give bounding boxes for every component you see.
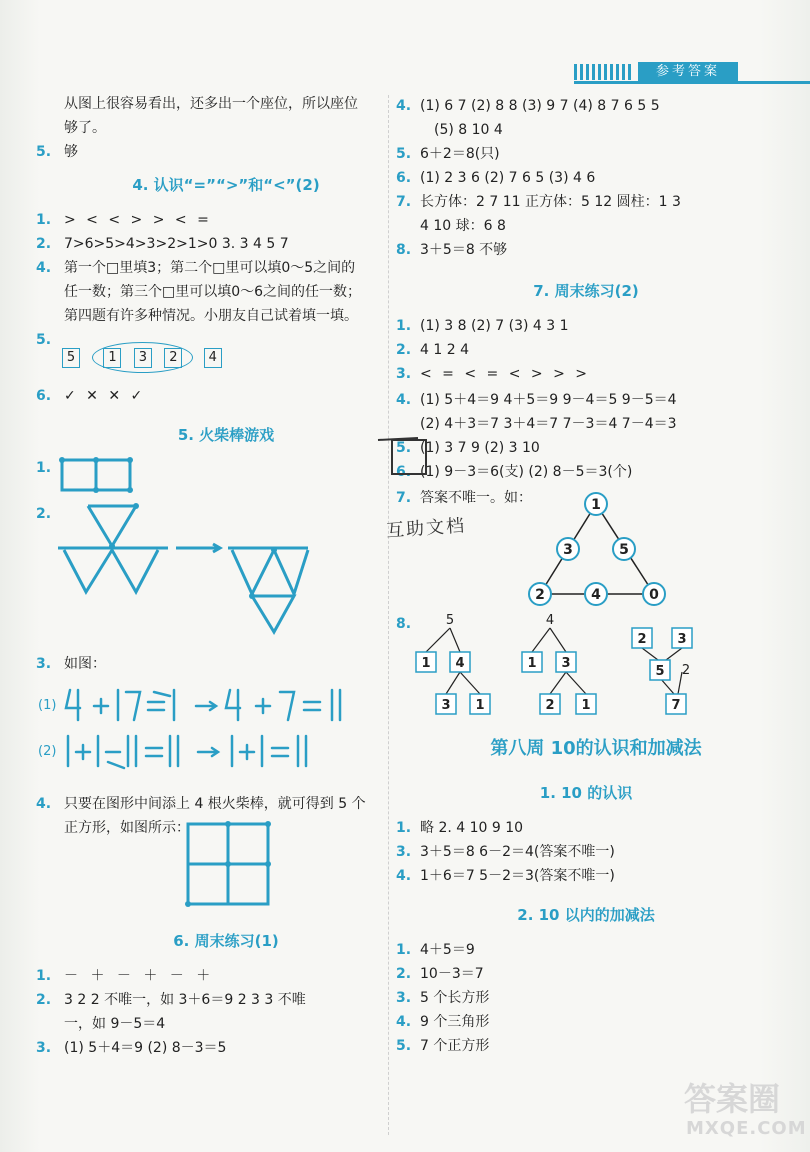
header-rule [574,81,810,84]
answer-text: 9 个三角形 [420,1014,490,1030]
answer-text: 第四题有许多种情况。小朋友自己试着填一填。 [64,308,358,324]
answer-text: 10－3＝7 [420,966,484,982]
answer-text: (1) 5＋4＝9 4＋5＝9 9－4＝5 9－5＝4 [420,392,677,408]
item-number: 2. [396,966,412,982]
answer-text: (1) 3 8 (2) 7 (3) 4 3 1 [420,318,569,334]
answer-text: 长方体：2 7 11 正方体：5 12 圆柱：1 3 [420,194,681,210]
answer-text: 只要在图形中间添上 4 根火柴棒，就可得到 5 个 [64,796,366,812]
matchstick-equation-2 [64,732,374,772]
item-number: 1. [36,460,52,476]
week-title: 第八周 10的认识和加减法 [490,738,702,759]
number-box: 4 [204,348,222,368]
answer-text: ✓ ✕ ✕ ✓ [64,388,146,404]
answer-text: (1) 9－3＝6(支) (2) 8－5＝3(个) [420,464,633,480]
text-line: 够了。 [64,120,106,136]
matchstick-figure-2 [58,500,298,640]
answer-text: 6＋2＝8(只) [420,146,500,162]
item-number: 6. [396,464,412,480]
triangle-node: 5 [619,542,629,558]
section-title: 2. 10 以内的加减法 [517,906,655,924]
answer-text: 4＋5＝9 [420,942,475,958]
tree-node: 2 [681,663,691,678]
answer-text: 第一个□里填3；第二个□里可以填0～5之间的 [64,260,356,276]
number-box: 5 [62,348,80,368]
item-number: 3. [396,990,412,1006]
item-number: 4. [396,868,412,884]
answer-text: 4 1 2 4 [420,342,469,358]
number-trees [410,612,710,722]
watermark-url: MXQE.COM [686,1118,807,1139]
stamp-text: 互助文档 [385,515,467,542]
item-number: 6. [36,388,52,404]
answer-text: 5 个长方形 [420,990,490,1006]
section-title: 7. 周末练习(2) [533,282,639,300]
number-box: 1 [103,348,121,368]
item-number: 1. [396,942,412,958]
item-number: 4. [36,796,52,812]
answer-text: 3 2 2 不唯一，如 3＋6＝9 2 3 3 不唯 [64,992,306,1008]
item-number: 1. [36,212,52,228]
section-title: 5. 火柴棒游戏 [177,426,275,444]
sub-label: (2) [38,744,57,759]
tree-node: 1 [421,656,431,671]
answer-text: 1＋6＝7 5－2＝3(答案不唯一) [420,868,615,884]
item-number: 2. [396,342,412,358]
item-number: 2. [36,506,52,522]
box-sequence [62,342,230,373]
item-number: 2. [36,992,52,1008]
item-number: 1. [396,820,412,836]
section-title: 4. 认识“=”“>”和“<”(2) [132,176,320,194]
answer-text: 够 [64,144,78,160]
section-title: 1. 10 的认识 [539,784,633,802]
answer-text: (1) 6 7 (2) 8 8 (3) 9 7 (4) 8 7 6 5 5 [420,98,660,114]
answer-text: 略 2. 4 10 9 10 [420,820,524,836]
item-number: 5. [396,1038,412,1054]
tree-node: 2 [545,698,555,713]
answer-text: < = < = < > > > [420,366,590,382]
answer-text: (1) 2 3 6 (2) 7 6 5 (3) 4 6 [420,170,596,186]
answer-text: > < < > > < = [64,212,212,228]
answer-text: 如图： [64,656,106,672]
circled-group [92,342,193,373]
item-number: 3. [36,1040,52,1056]
item-number: 4. [36,260,52,276]
header-label: 参考答案 [638,62,738,82]
answer-text: 3＋5＝8 6－2＝4(答案不唯一) [420,844,615,860]
triangle-node: 2 [535,587,545,603]
answer-text: (1) 3 7 9 (2) 3 10 [420,440,540,456]
answer-text: 7 个正方形 [420,1038,490,1054]
sub-label: (1) [38,698,57,713]
item-number: 4. [396,98,412,114]
answer-text: 7>6>5>4>3>2>1>0 3. 3 4 5 7 [64,236,289,252]
tree-node: 3 [441,698,451,713]
matchstick-squares [184,820,284,910]
tree-node: 4 [455,656,465,671]
item-number: 8. [396,242,412,258]
answer-text: (2) 4＋3＝7 3＋4＝7 7－3＝4 7－4＝3 [420,416,677,432]
item-number: 4. [396,1014,412,1030]
answer-text: － ＋ － ＋ － ＋ [64,968,215,984]
item-number: 5. [396,440,412,456]
tree-node: 5 [445,613,455,628]
answer-text: 正方形，如图所示： [64,820,190,836]
matchstick-equation-1 [64,686,374,726]
triangle-node: 3 [563,542,573,558]
tree-node: 4 [545,613,555,628]
item-number: 8. [396,616,412,632]
number-box: 3 [134,348,152,368]
matchstick-figure-1 [60,456,160,496]
item-number: 1. [36,968,52,984]
answer-text: 一，如 9－5＝4 [64,1016,166,1032]
text-line: 从图上很容易看出，还多出一个座位，所以座位 [64,96,358,112]
column-divider [388,95,389,1135]
item-number: 7. [396,490,412,506]
item-number: 5. [36,332,52,348]
tree-node: 5 [655,664,665,679]
item-number: 5. [396,146,412,162]
item-number: 1. [396,318,412,334]
number-box: 2 [164,348,182,368]
answer-text: (1) 5＋4＝9 (2) 8－3＝5 [64,1040,227,1056]
tree-node: 3 [677,632,687,647]
answer-text: (5) 8 10 4 [434,122,503,138]
answer-text: 3＋5＝8 不够 [420,242,508,258]
header-stripes [574,64,634,80]
tree-node: 2 [637,632,647,647]
tree-node: 3 [561,656,571,671]
answer-text: 任一数；第三个□里可以填0～6之间的任一数； [64,284,362,300]
page-header-banner [574,60,810,84]
tree-node: 1 [527,656,537,671]
item-number: 7. [396,194,412,210]
item-number: 3. [396,366,412,382]
triangle-node: 0 [649,587,659,603]
answer-text: 4 10 球：6 8 [420,218,506,234]
item-number: 5. [36,144,52,160]
triangle-node: 1 [591,497,601,513]
item-number: 6. [396,170,412,186]
watermark-logo: 答案圈 [684,1080,781,1118]
triangle-node: 4 [591,587,601,603]
item-number: 2. [36,236,52,252]
tree-node: 7 [671,698,681,713]
number-triangle [522,490,672,614]
answer-text: 答案不唯一。如： [420,490,532,506]
item-number: 3. [396,844,412,860]
item-number: 4. [396,392,412,408]
item-number: 3. [36,656,52,672]
tree-node: 1 [475,698,485,713]
tree-node: 1 [581,698,591,713]
section-title: 6. 周末练习(1) [173,932,279,950]
